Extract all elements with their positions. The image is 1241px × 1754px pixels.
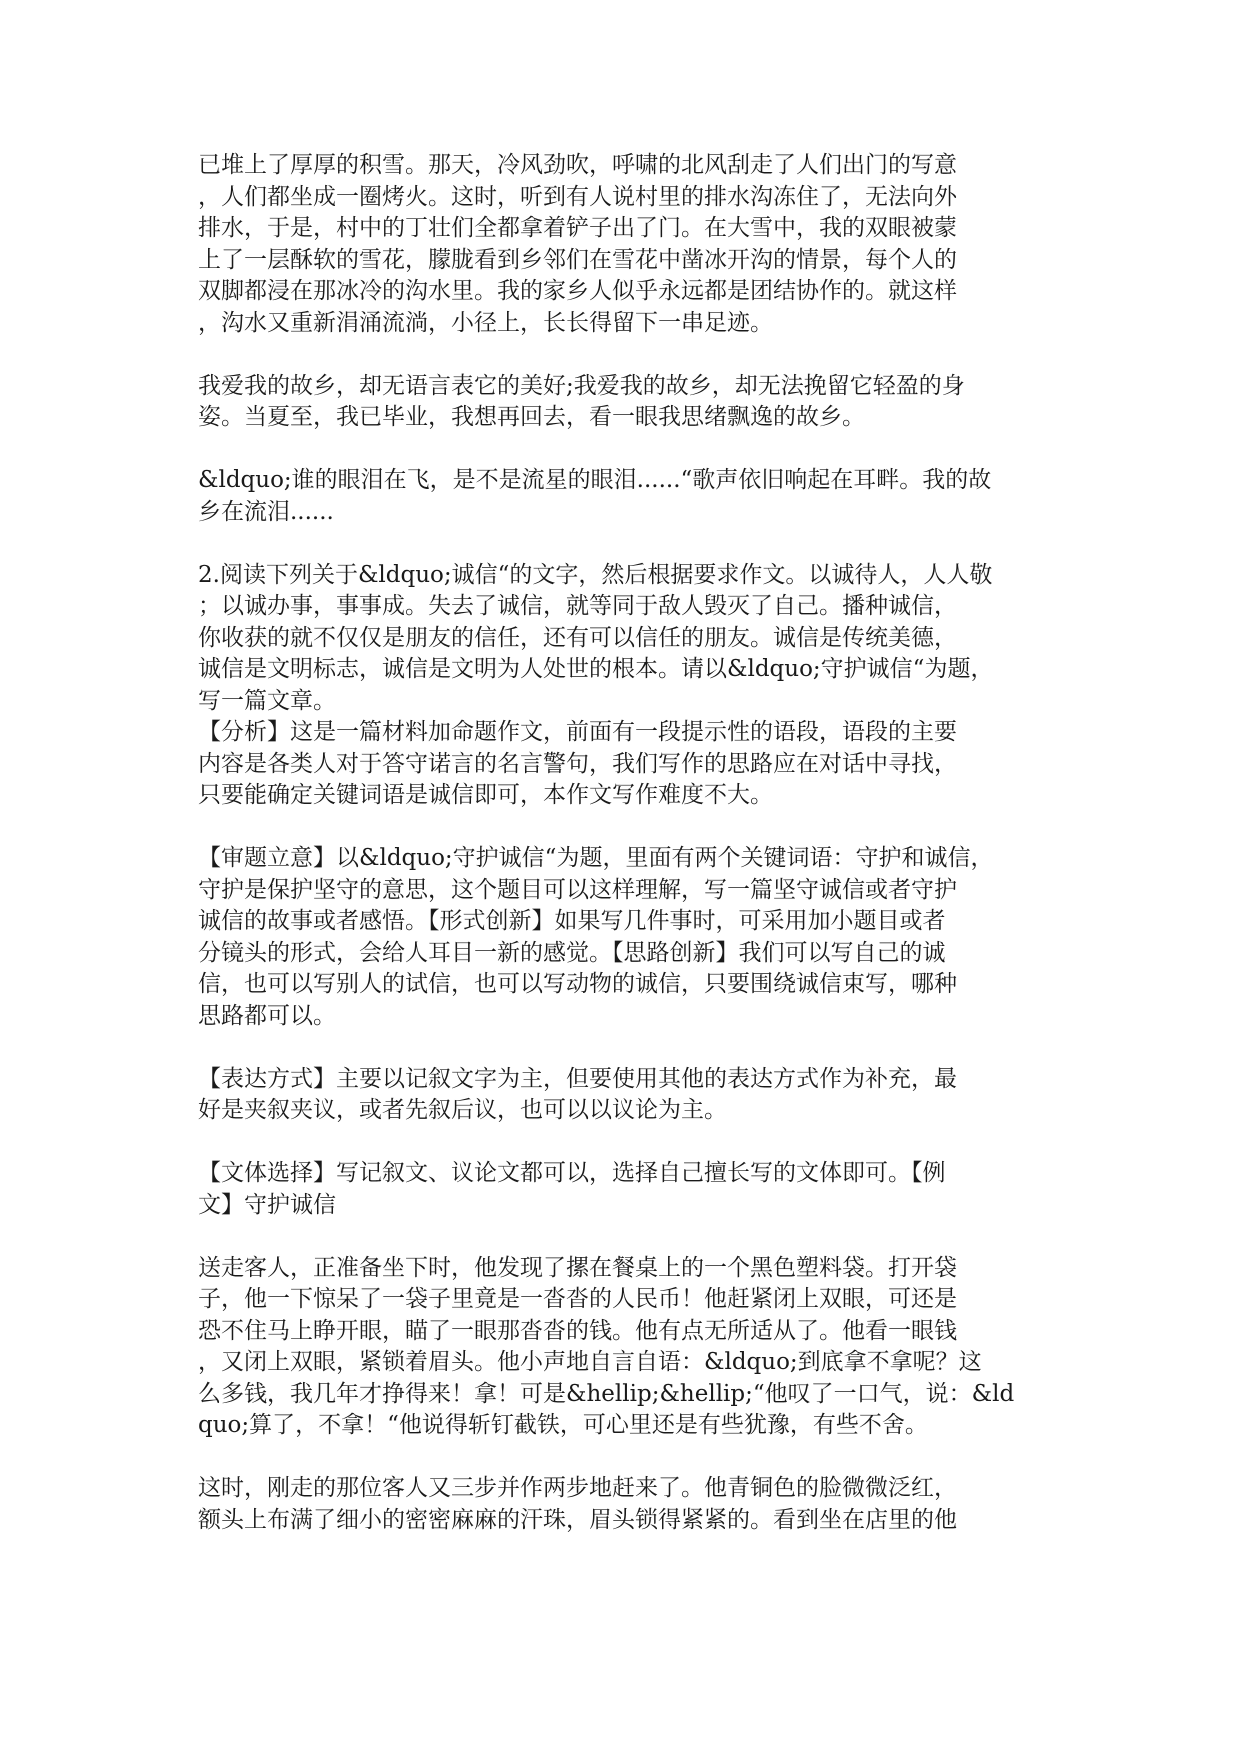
text-line: ，沟水又重新涓涌流淌，小径上，长长得留下一串足迹。 <box>198 309 773 336</box>
text-line: 守护是保护坚守的意思，这个题目可以这样理解，写一篇坚守诚信或者守护 <box>198 876 957 903</box>
paragraph-example-story <box>198 1253 1048 1442</box>
text-line: 么多钱，我几年才挣得来！拿！可是&hellip;&hellip;“他叹了一口气，说：&ld <box>198 1380 1015 1407</box>
paragraph-love-hometown <box>198 371 1048 434</box>
text-line: 诚信的故事或者感悟。【形式创新】如果写几件事时，可采用加小题目或者 <box>198 908 946 934</box>
text-line: 【审题立意】以&ldquo;守护诚信“为题，里面有两个关键词语：守护和诚信， <box>198 845 994 871</box>
paragraph-spacer <box>198 1221 1048 1253</box>
text-line: 信，也可以写别人的试信，也可以写动物的诚信，只要围绕诚信束写，哪种 <box>198 971 957 997</box>
text-line: ，又闭上双眼，紧锁着眉头。他小声地自言自语：&ldquo;到底拿不拿呢？这 <box>198 1349 982 1375</box>
paragraph-style-choice <box>198 1158 1048 1221</box>
text-line: 【表达方式】主要以记叙文字为主，但要使用其他的表达方式作为补充，最 <box>198 1065 957 1092</box>
paragraph-song-lyric <box>198 465 1048 528</box>
paragraph-topic-analysis <box>198 843 1048 1032</box>
paragraph-essay-prompt <box>198 560 1048 812</box>
text-line: 写一篇文章。 <box>198 687 336 714</box>
text-line: 内容是各类人对于答守诺言的名言警句，我们写作的思路应在对话中寻找， <box>198 750 957 777</box>
paragraph-spacer <box>198 1127 1048 1159</box>
text-line: 思路都可以。 <box>198 1002 336 1029</box>
text-line: 诚信是文明标志，诚信是文明为人处世的根本。请以&ldquo;守护诚信“为题， <box>198 656 994 682</box>
text-line: ，人们都坐成一圈烤火。这时，听到有人说村里的排水沟冻住了，无法向外 <box>198 183 957 210</box>
paragraph-spacer <box>198 528 1048 560</box>
text-line: 排水，于是，村中的丁壮们全都拿着铲子出了门。在大雪中，我的双眼被蒙 <box>198 215 957 241</box>
text-line: ；以诚办事，事事成。失去了诚信，就等同于敌人毁灭了自己。播种诚信， <box>198 593 957 619</box>
text-line: 文】守护诚信 <box>198 1191 336 1218</box>
paragraph-spacer <box>198 812 1048 844</box>
paragraph-spacer <box>198 339 1048 371</box>
document-page <box>198 150 1048 1536</box>
text-line: quo;算了，不拿！“他说得斩钉截铁，可心里还是有些犹豫，有些不舍。 <box>198 1412 928 1438</box>
paragraph-spacer <box>198 434 1048 466</box>
text-line: 这时，刚走的那位客人又三步并作两步地赶来了。他青铜色的脸微微泛红， <box>198 1475 957 1501</box>
text-line: 【分析】这是一篇材料加命题作文，前面有一段提示性的语段，语段的主要 <box>198 719 957 745</box>
paragraph-hometown-snow <box>198 150 1048 339</box>
text-line: &ldquo;谁的眼泪在飞，是不是流星的眼泪......“歌声依旧响起在耳畔。我的故 <box>198 467 992 493</box>
text-line: 你收获的就不仅仅是朋友的信任，还有可以信任的朋友。诚信是传统美德， <box>198 624 957 651</box>
text-line: 我爱我的故乡，却无语言表它的美好;我爱我的故乡，却无法挽留它轻盈的身 <box>198 372 965 399</box>
text-line: 额头上布满了细小的密密麻麻的汗珠，眉头锁得紧紧的。看到坐在店里的他 <box>198 1506 957 1533</box>
text-line: 只要能确定关键词语是诚信即可，本作文写作难度不大。 <box>198 782 773 808</box>
text-line: 2.阅读下列关于&ldquo;诚信“的文字，然后根据要求作文。以诚待人，人人敬 <box>198 561 993 588</box>
text-line: 已堆上了厚厚的积雪。那天，冷风劲吹，呼啸的北风刮走了人们出门的写意 <box>198 152 957 178</box>
text-line: 双脚都浸在那冰冷的沟水里。我的家乡人似乎永远都是团结协作的。就这样 <box>198 278 957 304</box>
paragraph-spacer <box>198 1442 1048 1474</box>
text-line: 上了一层酥软的雪花，朦胧看到乡邻们在雪花中凿冰开沟的情景，每个人的 <box>198 246 957 273</box>
text-line: 姿。当夏至，我已毕业，我想再回去，看一眼我思绪飘逸的故乡。 <box>198 404 865 430</box>
text-line: 【文体选择】写记叙文、议论文都可以，选择自己擅长写的文体即可。【例 <box>198 1160 946 1186</box>
paragraph-spacer <box>198 1032 1048 1064</box>
text-line: 乡在流泪...... <box>198 498 334 525</box>
text-line: 子，他一下惊呆了一袋子里竟是一沓沓的人民币！他赶紧闭上双眼，可还是 <box>198 1286 957 1312</box>
text-line: 分镜头的形式，会给人耳目一新的感觉。【思路创新】我们可以写自己的诚 <box>198 939 946 966</box>
paragraph-guest-returns <box>198 1473 1048 1536</box>
text-line: 好是夹叙夹议，或者先叙后议，也可以以议论为主。 <box>198 1097 727 1123</box>
paragraph-expression <box>198 1064 1048 1127</box>
text-line: 送走客人，正准备坐下时，他发现了摞在餐桌上的一个黑色塑料袋。打开袋 <box>198 1254 957 1281</box>
text-line: 恐不住马上睁开眼，瞄了一眼那沓沓的钱。他有点无所适从了。他看一眼钱 <box>198 1317 957 1344</box>
